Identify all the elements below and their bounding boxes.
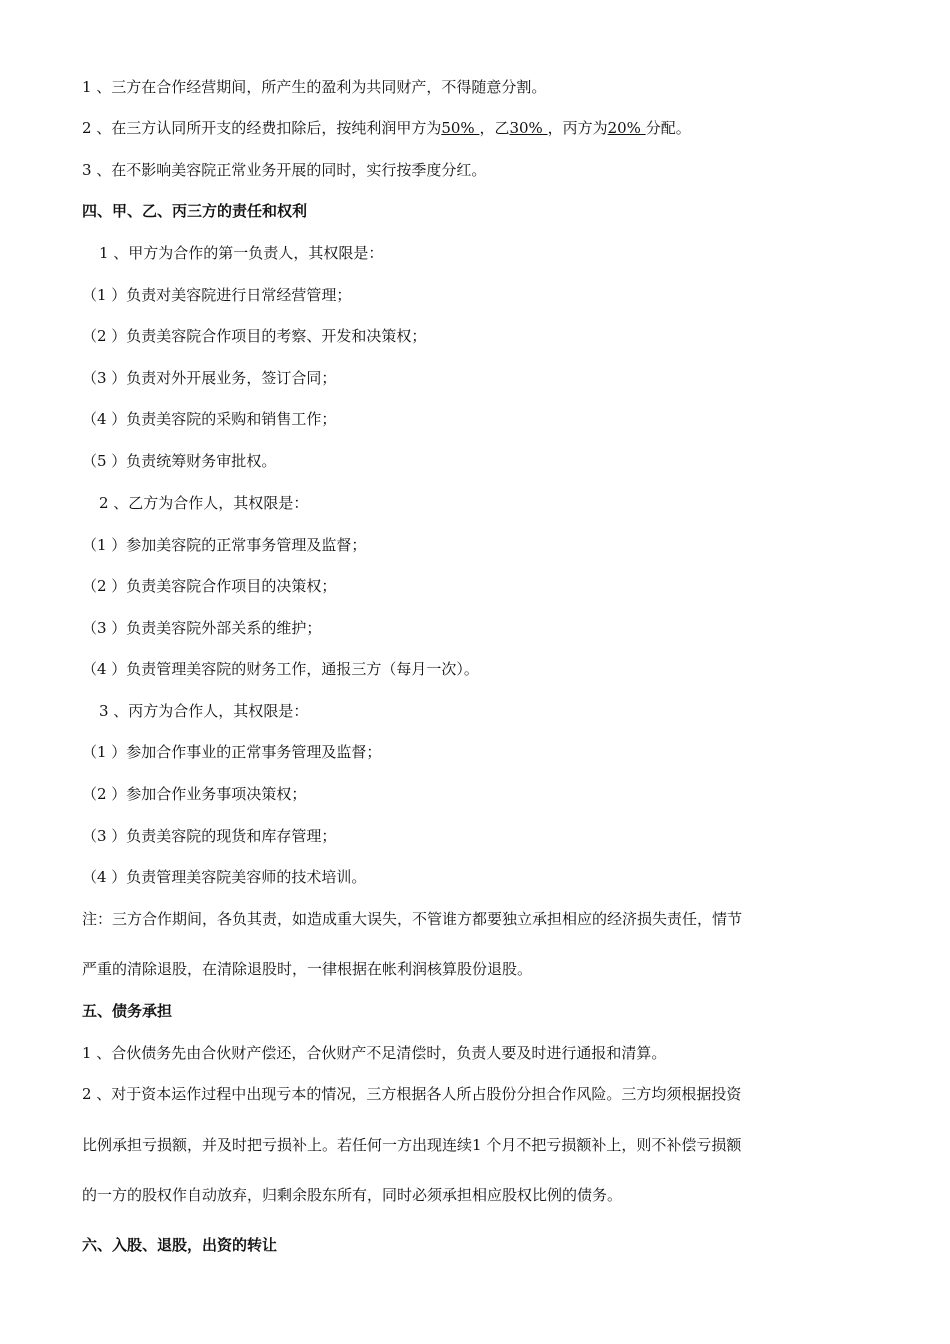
debt-clause-2-line: 的一方的股权作自动放弃，归剩余股东所有，同时必须承担相应股权比例的债务。 (82, 1186, 623, 1204)
party-b-item: （2 ）负责美容院合作项目的决策权； (82, 577, 337, 595)
clause-3-2-text-b: ，乙 (479, 119, 510, 137)
share-jia: 50% (441, 119, 480, 137)
share-yi: 30% (509, 119, 548, 137)
clause-3-2-text-c: ，丙方为 (547, 119, 608, 137)
party-a-item: （3 ）负责对外开展业务，签订合同； (82, 369, 337, 387)
debt-clause-1: 1 、合伙债务先由合伙财产偿还，合伙财产不足清偿时，负责人要及时进行通报和清算。 (82, 1044, 667, 1062)
party-b-intro: 2 、乙方为合作人，其权限是： (99, 494, 309, 512)
party-b-item: （4 ）负责管理美容院的财务工作，通报三方（每月一次）。 (82, 660, 479, 678)
section-4-heading: 四、甲、乙、丙三方的责任和权利 (82, 202, 308, 220)
party-c-item: （2 ）参加合作业务事项决策权； (82, 785, 307, 803)
party-a-intro: 1 、甲方为合作的第一负责人，其权限是： (99, 244, 384, 262)
note-line: 注：三方合作期间，各负其责，如造成重大误失，不管谁方都要独立承担相应的经济损失责任，情节 (82, 910, 743, 928)
clause-3-2-text-a: 2 、在三方认同所开支的经费扣除后，按纯利润甲方为 (82, 119, 442, 137)
party-b-item: （1 ）参加美容院的正常事务管理及监督； (82, 536, 367, 554)
note-line: 严重的清除退股，在清除退股时，一律根据在帐利润核算股份退股。 (82, 960, 533, 978)
clause-3-2 (82, 118, 691, 138)
party-c-intro: 3 、丙方为合作人，其权限是： (99, 702, 309, 720)
section-6-heading: 六、入股、退股，出资的转让 (82, 1236, 278, 1254)
clause-3-2-text-d: 分配。 (645, 119, 691, 137)
party-c-item: （1 ）参加合作事业的正常事务管理及监督； (82, 743, 382, 761)
debt-clause-2-line: 比例承担亏损额，并及时把亏损补上。若任何一方出现连续1 个月不把亏损额补上，则不补偿亏损额 (82, 1136, 742, 1154)
clause-3-3: 3 、在不影响美容院正常业务开展的同时，实行按季度分红。 (82, 161, 487, 179)
party-c-item: （3 ）负责美容院的现货和库存管理； (82, 827, 337, 845)
party-a-item: （4 ）负责美容院的采购和销售工作； (82, 410, 337, 428)
clause-3-1: 1 、三方在合作经营期间，所产生的盈利为共同财产，不得随意分割。 (82, 78, 547, 96)
party-a-item: （5 ）负责统筹财务审批权。 (82, 452, 277, 470)
debt-clause-2-line: 2 、对于资本运作过程中出现亏本的情况，三方根据各人所占股份分担合作风险。三方均须根据投资 (82, 1085, 742, 1103)
section-5-heading: 五、债务承担 (82, 1002, 173, 1020)
party-a-item: （2 ）负责美容院合作项目的考察、开发和决策权； (82, 327, 427, 345)
party-a-item: （1 ）负责对美容院进行日常经营管理； (82, 286, 352, 304)
share-bing: 20% (607, 119, 646, 137)
party-c-item: （4 ）负责管理美容院美容师的技术培训。 (82, 868, 367, 886)
party-b-item: （3 ）负责美容院外部关系的维护； (82, 619, 322, 637)
